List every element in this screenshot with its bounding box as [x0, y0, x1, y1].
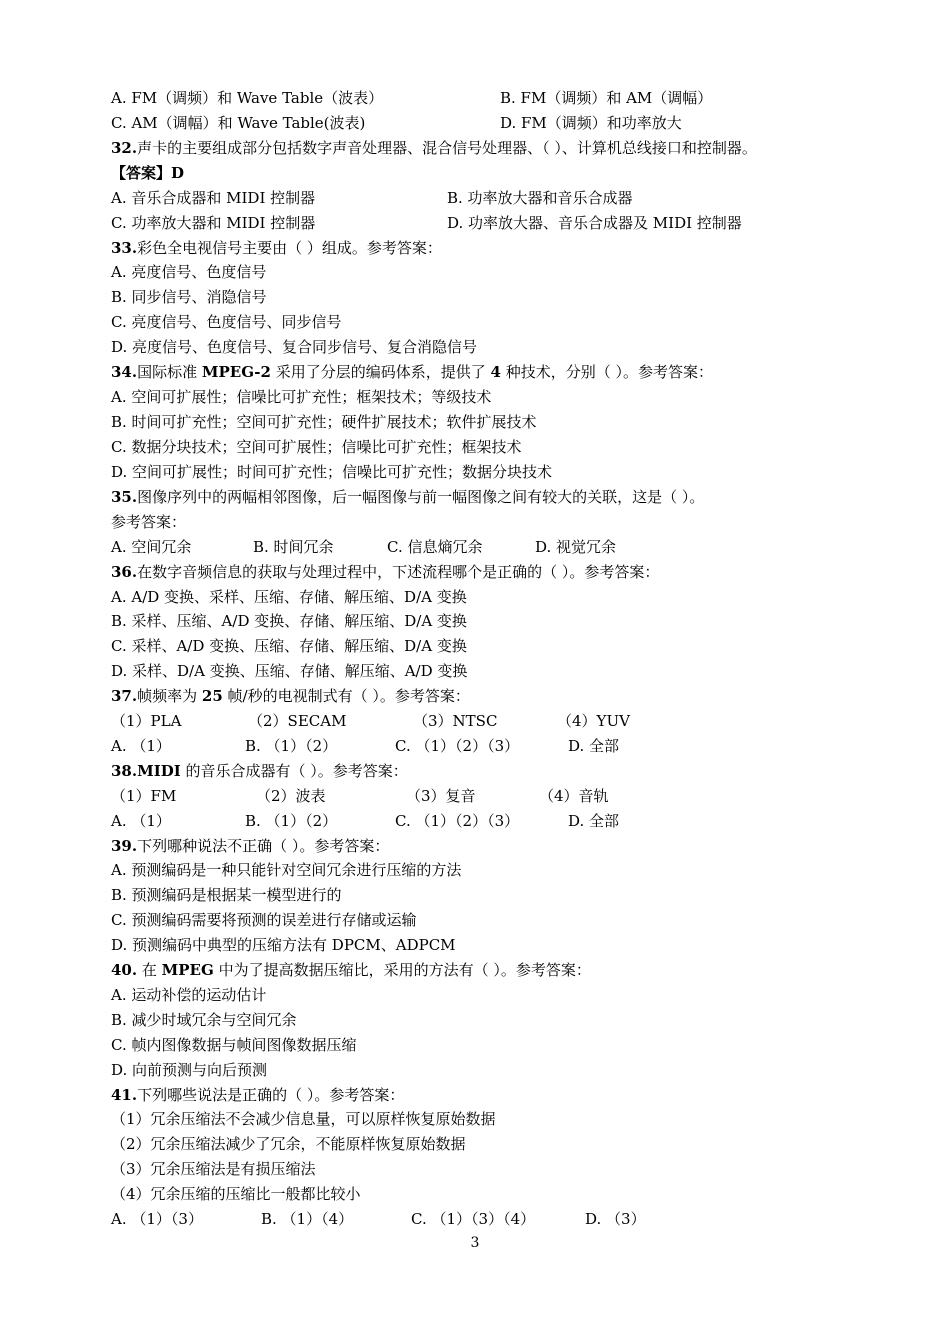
q37-option-a: A. （1） — [111, 737, 171, 755]
q41-option-c: C. （1）（3）（4） — [411, 1210, 536, 1228]
q36-number: 36. — [111, 563, 138, 581]
q38-number: 38.MIDI — [111, 762, 181, 780]
q41-question — [111, 1085, 404, 1105]
q36-question — [111, 562, 659, 582]
q41-option-a: A. （1）（3） — [111, 1210, 203, 1228]
q41-item-1: （1）冗余压缩法不会减少信息量，可以原样恢复原始数据 — [111, 1110, 496, 1128]
q37-option-c: C. （1）（2）（3） — [395, 737, 520, 755]
q40-option-c: C. 帧内图像数据与帧间图像数据压缩 — [111, 1036, 357, 1054]
q36-text: 在数字音频信息的获取与处理过程中，下述流程哪个是正确的（ ）。参考答案： — [137, 563, 660, 581]
q31-option-b: B. FM（调频）和 AM（调幅） — [500, 89, 713, 107]
q37-option-d: D. 全部 — [568, 737, 620, 755]
q36-option-d: D. 采样、D/A 变换、压缩、存储、解压缩、A/D 变换 — [111, 662, 468, 680]
q37-item-3: （3）NTSC — [413, 712, 498, 730]
q38-item-3: （3）复音 — [406, 787, 476, 805]
q37-text-2: 帧/秒的电视制式有（ ）。参考答案： — [222, 687, 470, 705]
q41-option-d: D. （3） — [585, 1210, 646, 1228]
q38-option-b: B. （1）（2） — [245, 812, 338, 830]
q32-number: 32. — [111, 139, 138, 157]
q37-item-1: （1）PLA — [111, 712, 182, 730]
q34-text-3: 种技术，分别（ ）。参考答案： — [500, 363, 713, 381]
q32-text: 声卡的主要组成部分包括数字声音处理器、混合信号处理器、（ ）、计算机总线接口和控制器。 — [137, 139, 757, 157]
q34-number: 34. — [111, 363, 138, 381]
q31-option-d: D. FM（调频）和功率放大 — [500, 114, 682, 132]
q35-option-d: D. 视觉冗余 — [535, 538, 617, 556]
q40-option-d: D. 向前预测与向后预测 — [111, 1061, 268, 1079]
q34-option-a: A. 空间可扩展性；信噪比可扩充性；框架技术；等级技术 — [111, 388, 492, 406]
q33-number: 33. — [111, 239, 138, 257]
q34-standard: MPEG-2 — [201, 363, 271, 381]
q35-question — [111, 487, 704, 507]
q31-option-a: A. FM（调频）和 Wave Table（波表） — [111, 89, 384, 107]
q36-option-a: A. A/D 变换、采样、压缩、存储、解压缩、D/A 变换 — [111, 588, 467, 606]
q32-answer: 【答案】D — [111, 164, 185, 182]
q32-option-d: D. 功率放大器、音乐合成器及 MIDI 控制器 — [447, 214, 742, 232]
q38-option-a: A. （1） — [111, 812, 171, 830]
q40-option-a: A. 运动补偿的运动估计 — [111, 986, 267, 1004]
q34-option-b: B. 时间可扩充性；空间可扩充性；硬件扩展技术；软件扩展技术 — [111, 413, 537, 431]
q38-item-4: （4）音轨 — [539, 787, 609, 805]
q33-option-b: B. 同步信号、消隐信号 — [111, 288, 267, 306]
q37-question — [111, 686, 470, 706]
q32-option-c: C. 功率放大器和 MIDI 控制器 — [111, 214, 316, 232]
q39-option-a: A. 预测编码是一种只能针对空间冗余进行压缩的方法 — [111, 861, 462, 879]
q34-count: 4 — [490, 363, 501, 381]
q33-question — [111, 238, 442, 258]
q37-number: 37. — [111, 687, 138, 705]
q40-number: 40. — [111, 961, 138, 979]
q33-option-d: D. 亮度信号、色度信号、复合同步信号、复合消隐信号 — [111, 338, 478, 356]
q41-item-3: （3）冗余压缩法是有损压缩法 — [111, 1160, 316, 1178]
q33-option-a: A. 亮度信号、色度信号 — [111, 263, 267, 281]
q41-text: 下列哪些说法是正确的（ ）。参考答案： — [137, 1086, 405, 1104]
q33-option-c: C. 亮度信号、色度信号、同步信号 — [111, 313, 342, 331]
q34-option-d: D. 空间可扩展性；时间可扩充性；信噪比可扩充性；数据分块技术 — [111, 463, 553, 481]
q39-option-b: B. 预测编码是根据某一模型进行的 — [111, 886, 342, 904]
q35-reference: 参考答案： — [111, 513, 187, 531]
q37-text-1: 帧频率为 — [137, 687, 202, 705]
q38-option-d: D. 全部 — [568, 812, 620, 830]
q39-text: 下列哪种说法不正确（ ）。参考答案： — [137, 837, 390, 855]
q38-question — [111, 761, 408, 781]
q40-text-2: 中为了提高数据压缩比，采用的方法有（ ）。参考答案： — [213, 961, 591, 979]
q40-question — [111, 960, 591, 980]
q41-option-b: B. （1）（4） — [261, 1210, 354, 1228]
q32-option-a: A. 音乐合成器和 MIDI 控制器 — [111, 189, 316, 207]
q39-number: 39. — [111, 837, 138, 855]
q36-option-c: C. 采样、A/D 变换、压缩、存储、解压缩、D/A 变换 — [111, 637, 467, 655]
q41-item-4: （4）冗余压缩的压缩比一般都比较小 — [111, 1185, 361, 1203]
q38-item-1: （1）FM — [111, 787, 177, 805]
q34-option-c: C. 数据分块技术；空间可扩展性；信噪比可扩充性；框架技术 — [111, 438, 522, 456]
q37-rate: 25 — [201, 687, 223, 705]
q38-item-2: （2）波表 — [256, 787, 326, 805]
q32-option-b: B. 功率放大器和音乐合成器 — [447, 189, 633, 207]
q38-text: 的音乐合成器有（ ）。参考答案： — [180, 762, 408, 780]
q35-option-b: B. 时间冗余 — [253, 538, 334, 556]
q39-option-d: D. 预测编码中典型的压缩方法有 DPCM、ADPCM — [111, 936, 456, 954]
q34-text-1: 国际标准 — [137, 363, 202, 381]
q36-option-b: B. 采样、压缩、A/D 变换、存储、解压缩、D/A 变换 — [111, 612, 467, 630]
q40-standard: MPEG — [161, 961, 214, 979]
q35-option-a: A. 空间冗余 — [111, 538, 192, 556]
q37-item-4: （4）YUV — [557, 712, 630, 730]
q38-option-c: C. （1）（2）（3） — [395, 812, 520, 830]
q39-question — [111, 836, 389, 856]
q41-number: 41. — [111, 1086, 138, 1104]
q41-item-2: （2）冗余压缩法减少了冗余，不能原样恢复原始数据 — [111, 1135, 466, 1153]
q37-option-b: B. （1）（2） — [245, 737, 338, 755]
q39-option-c: C. 预测编码需要将预测的误差进行存储或运输 — [111, 911, 417, 929]
page-number: 3 — [470, 1235, 480, 1251]
q35-text: 图像序列中的两幅相邻图像，后一幅图像与前一幅图像之间有较大的关联，这是（ ）。 — [137, 488, 705, 506]
q35-option-c: C. 信息熵冗余 — [387, 538, 483, 556]
q37-item-2: （2）SECAM — [248, 712, 347, 730]
q40-option-b: B. 减少时域冗余与空间冗余 — [111, 1011, 297, 1029]
q32-question — [111, 138, 757, 158]
q40-text-1: 在 — [137, 961, 162, 979]
q33-text: 彩色全电视信号主要由（ ）组成。参考答案： — [137, 239, 442, 257]
q35-number: 35. — [111, 488, 138, 506]
q34-text-2: 采用了分层的编码体系，提供了 — [270, 363, 491, 381]
q31-option-c: C. AM（调幅）和 Wave Table(波表) — [111, 114, 366, 132]
q34-question — [111, 362, 713, 382]
